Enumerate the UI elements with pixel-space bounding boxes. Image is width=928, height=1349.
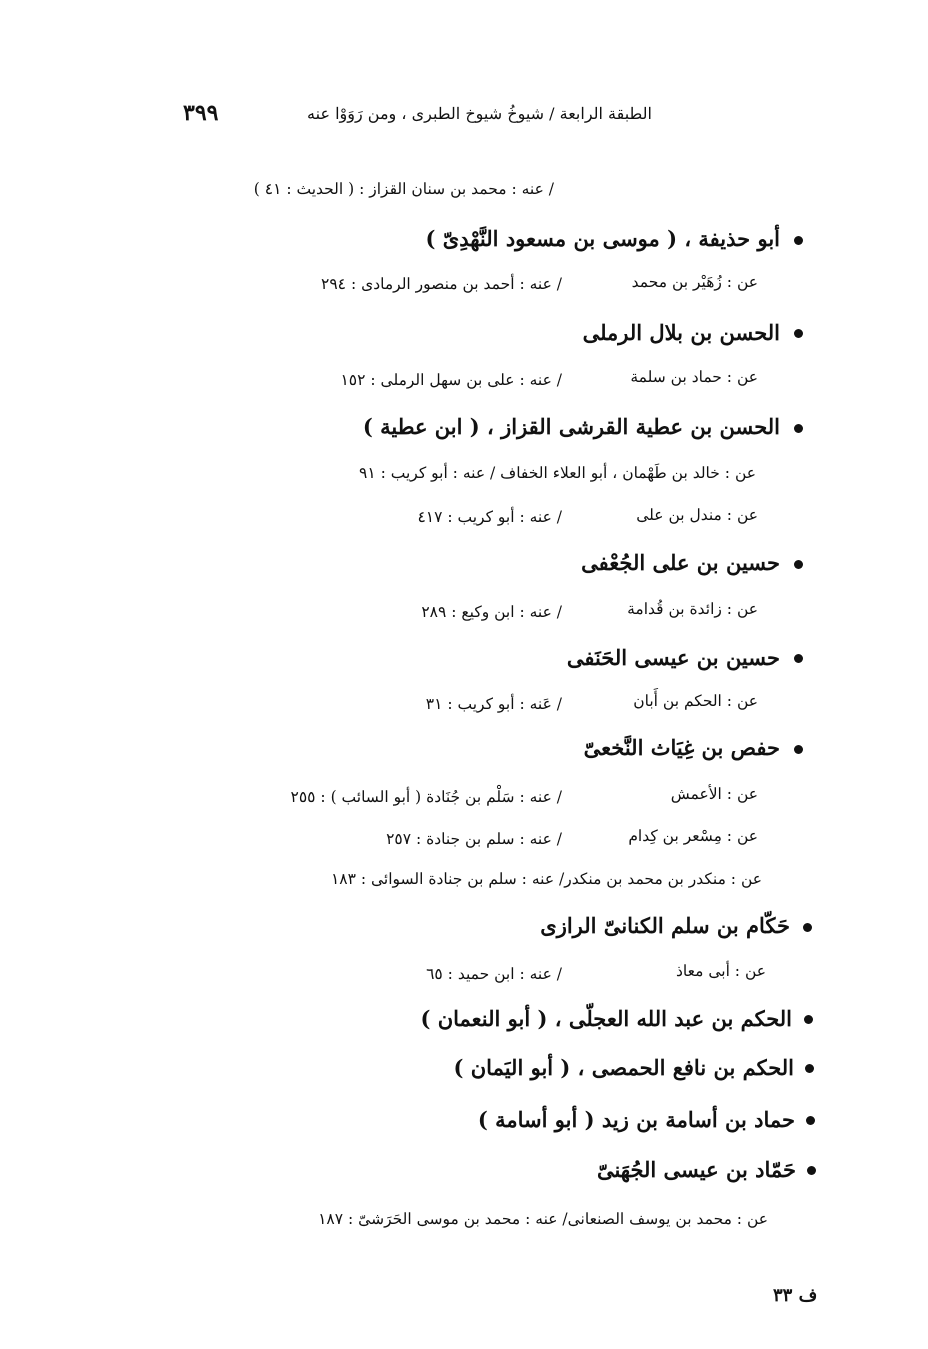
bullet-icon	[794, 424, 803, 433]
entry-line: عن : محمد بن يوسف الصنعانى/ عنه : محمد بن موسى الحَرَشىّ : ١٨٧	[318, 1210, 768, 1228]
continuation-line: / عنه : محمد بن سنان القزاز : ( الحديث : ٤١ )	[253, 180, 554, 198]
entry-name: أبو حذيفة ، ( موسى بن مسعود النَّهْدِىّ )	[425, 226, 780, 251]
entry-from: عن : زُهَيْر بن محمد	[631, 273, 758, 291]
bullet-icon	[794, 560, 803, 569]
entry-from: عن : أبى معاذ	[676, 962, 766, 980]
entry-to: / عنه : على بن سهل الرملى : ١٥٢	[340, 371, 562, 389]
entry-to: / عنه : ابن وكيع : ٢٨٩	[421, 603, 562, 621]
entry-from: عن : زائدة بن قُدامة	[627, 600, 758, 618]
entry-line: عن : منكدر بن محمد بن منكدر/ عنه : سلم بن جنادة السوائى : ١٨٣	[330, 870, 762, 888]
bullet-icon	[803, 923, 812, 932]
bullet-icon	[794, 329, 803, 338]
entry-to: / عنه : سَلْم بن جُنَادة ( أبو السائب ) : ٢٥٥	[290, 788, 562, 806]
bullet-icon	[794, 745, 803, 754]
entry-line: عن : خالد بن طَهْمان ، أبو العلاء الخفاف / عنه : أبو كريب : ٩١	[359, 464, 756, 482]
bullet-icon	[794, 236, 803, 245]
entry-name: حسين بن عيسى الحَنَفى	[566, 645, 780, 670]
entry-from: عن : مندل بن على	[636, 506, 758, 524]
bullet-icon	[805, 1064, 814, 1073]
entry-from: عن : الحكم بن أَبان	[633, 692, 758, 710]
page-number: ٣٩٩	[183, 100, 219, 126]
entry-from: عن : الأعمش	[670, 785, 758, 803]
entry-from: عن : مِسْعر بن كِدام	[628, 827, 758, 845]
entry-from: عن : حماد بن سلمة	[630, 368, 758, 386]
entry-name: حسين بن على الجُعْفى	[581, 550, 780, 575]
entry-name: حماد بن أسامة بن زيد ( أبو أسامة )	[477, 1107, 795, 1132]
bullet-icon	[804, 1015, 813, 1024]
entry-to: / عنه : ابن حميد : ٦٥	[426, 965, 562, 983]
entry-to: / عَنه : أبو كريب : ٣١	[425, 695, 562, 713]
bullet-icon	[807, 1166, 816, 1175]
running-header-title: الطبقة الرابعة / شيوخُ شيوخ الطبرى ، ومن رَوَوْا عنه	[307, 104, 652, 123]
entry-to: / عنه : أبو كريب : ٤١٧	[417, 508, 562, 526]
entry-name: الحكم بن نافع الحمصى ، ( أبو اليَمان )	[453, 1055, 794, 1080]
entry-name: الحكم بن عبد الله العجلّى ، ( أبو النعمان )	[420, 1006, 792, 1031]
entry-name: حفص بن غِيَاث النَّخعىّ	[583, 735, 780, 760]
entry-name: حَمّاد بن عيسى الجُهَنىّ	[596, 1157, 796, 1182]
entry-to: / عنه : سلم بن جنادة : ٢٥٧	[386, 830, 562, 848]
entry-name: حَكّام بن سلم الكنانىّ الرازى	[540, 913, 790, 938]
bullet-icon	[806, 1116, 815, 1125]
entry-name: الحسن بن عطية القرشى القزاز ، ( ابن عطية )	[362, 414, 780, 439]
bullet-icon	[794, 654, 803, 663]
signature-mark: ف ٣٣	[773, 1285, 818, 1306]
entry-to: / عنه : أحمد بن منصور الرمادى : ٢٩٤	[321, 275, 562, 293]
entry-name: الحسن بن بلال الرملى	[582, 320, 780, 345]
